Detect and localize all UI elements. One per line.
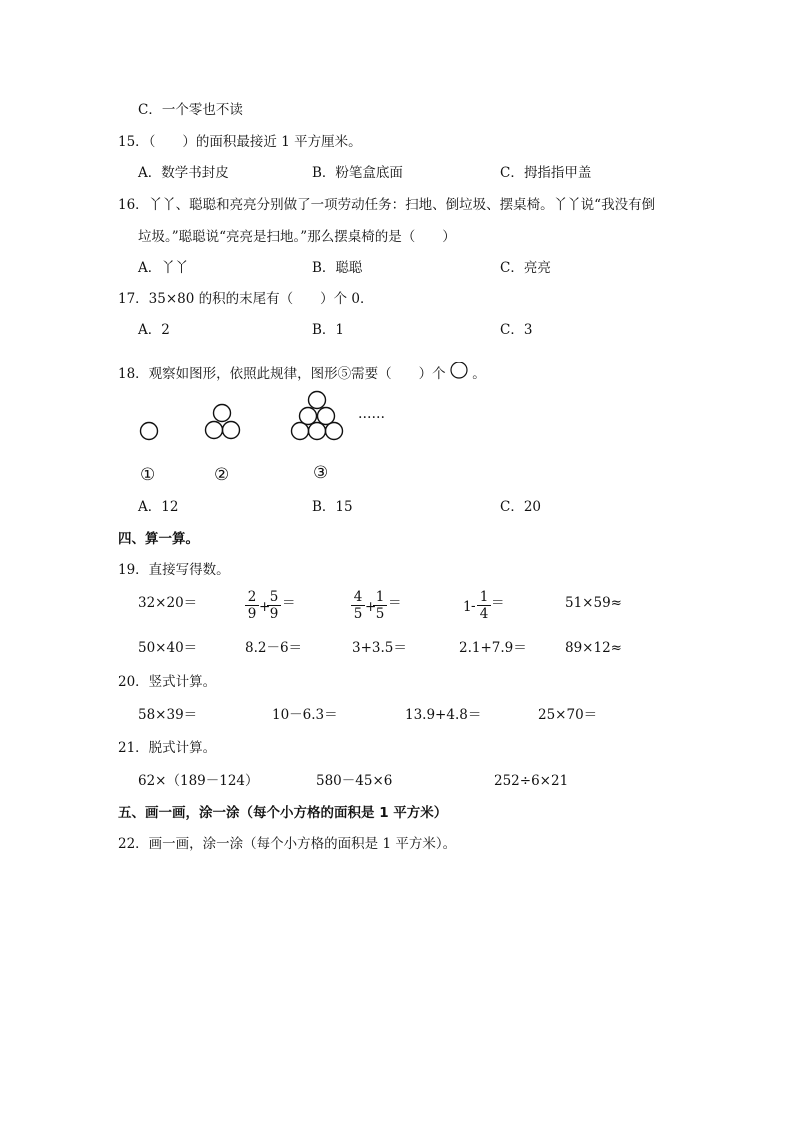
equals-sign: ＝: [388, 595, 402, 611]
section-5-title: 五、画一画，涂一涂（每个小方格的面积是 1 平方米）: [118, 805, 448, 821]
q19-item-1: 32×20＝: [138, 595, 198, 611]
q17-stem: 17．35×80 的积的末尾有（ ）个 0．: [118, 291, 374, 307]
q20-item-4: 25×70＝: [538, 707, 598, 723]
q16-stem-line2: 垃圾。”聪聪说“亮亮是扫地。”那么摆桌椅的是（ ）: [138, 229, 456, 245]
plus-sign: +: [365, 599, 377, 615]
q21-item-1: 62×（189－124）: [138, 773, 259, 789]
q19-item-9: 2.1+7.9＝: [459, 640, 527, 656]
q20-item-2: 10－6.3＝: [272, 707, 338, 723]
q17-option-b: B．1: [312, 322, 345, 338]
q18-figure-2: [203, 402, 243, 442]
q16-option-a: A．丫丫: [138, 260, 189, 276]
q18-ellipsis: ……: [358, 406, 385, 422]
fraction: $\frac{5}{9}$: [267, 589, 281, 622]
q16-stem-line1: 16．丫丫、聪聪和亮亮分别做了一项劳动任务：扫地、倒垃圾、摆桌椅。丫丫说“我没有倒: [118, 197, 656, 213]
q15-option-b: B．粉笔盒底面: [312, 165, 403, 181]
circle-icon: [450, 362, 468, 380]
q18-stem: [118, 362, 486, 383]
q20-item-1: 58×39＝: [138, 707, 198, 723]
q19-item-7: 8.2－6＝: [245, 640, 303, 656]
q18-option-c: C．20: [500, 499, 542, 515]
fraction: $\frac{4}{5}$: [351, 589, 365, 622]
fraction: $\frac{1}{4}$: [477, 589, 491, 622]
q15-option-c: C．拇指指甲盖: [500, 165, 592, 181]
q19-item-6: 50×40＝: [138, 640, 198, 656]
q17-option-a: A．2: [138, 322, 170, 338]
plus-sign: +: [259, 599, 271, 615]
q19-stem: 19．直接写得数。: [118, 562, 230, 578]
q18-option-b: B．15: [312, 499, 353, 515]
q18-figure-3: [288, 390, 348, 445]
q21-stem: 21．脱式计算。: [118, 740, 217, 756]
q14-option-c: C．一个零也不读: [138, 102, 243, 118]
q18-stem-text: 18．观察如图形，依照此规律，图形⑤需要（ ）个: [118, 366, 446, 382]
q18-figure-label-3: ③: [313, 463, 329, 483]
q18-figure-label-2: ②: [214, 465, 230, 485]
q18-figure-1: [138, 420, 162, 444]
equals-sign: ＝: [491, 595, 505, 611]
q18-option-a: A．12: [138, 499, 179, 515]
q16-option-c: C．亮亮: [500, 260, 551, 276]
q20-stem: 20．竖式计算。: [118, 674, 217, 690]
q18-stem-end: 。: [472, 366, 486, 382]
whole-number: 1: [463, 599, 472, 615]
q18-figure-label-1: ①: [140, 465, 156, 485]
q15-option-a: A．数学书封皮: [138, 165, 229, 181]
q15-stem: 15．（ ）的面积最接近 1 平方厘米。: [118, 134, 362, 150]
q19-item-5: 51×59≈: [565, 595, 622, 611]
equals-sign: ＝: [282, 595, 296, 611]
fraction: $\frac{2}{9}$: [245, 589, 259, 622]
q17-option-c: C．3: [500, 322, 533, 338]
q19-item-8: 3+3.5＝: [352, 640, 407, 656]
minus-sign: -: [471, 598, 476, 614]
q21-item-2: 580－45×6: [316, 773, 393, 789]
q19-item-10: 89×12≈: [565, 640, 622, 656]
q16-option-b: B．聪聪: [312, 260, 363, 276]
section-4-title: 四、算一算。: [118, 531, 199, 547]
fraction: $\frac{1}{5}$: [373, 589, 387, 622]
q20-item-3: 13.9+4.8＝: [405, 707, 482, 723]
q21-item-3: 252÷6×21: [494, 773, 569, 789]
q22-stem: 22．画一画，涂一涂（每个小方格的面积是 1 平方米）。: [118, 836, 457, 852]
